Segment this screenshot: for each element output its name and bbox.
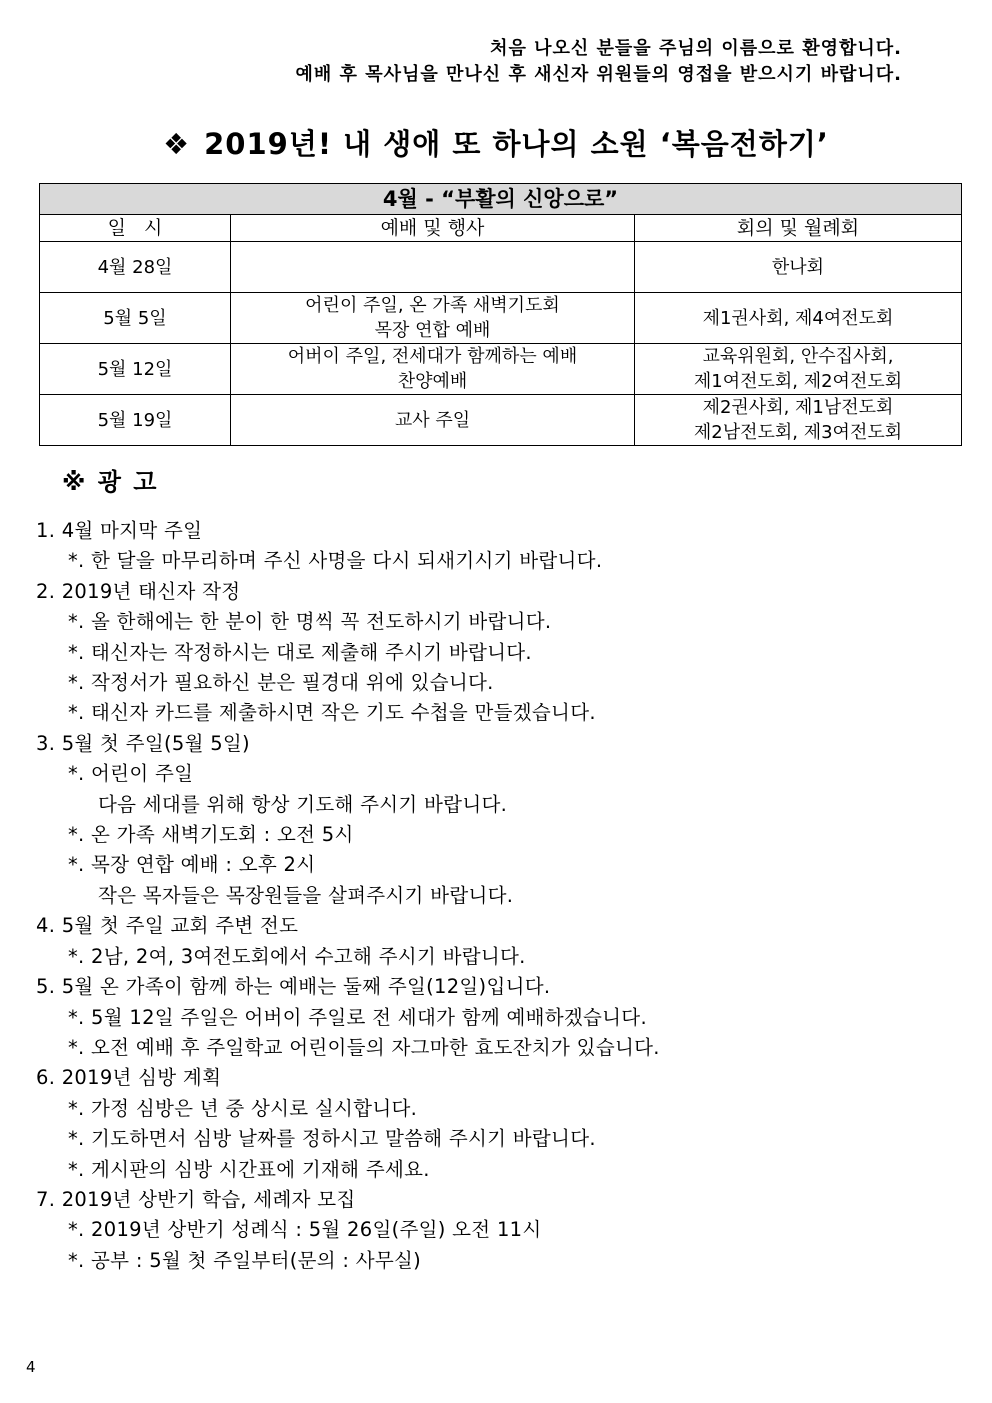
table-row [40,395,962,446]
announcement-title: 6. 2019년 심방 계획 [36,1066,222,1090]
schedule-column-headers [40,215,962,242]
schedule-meeting-line: 제2남전도회, 제3여전도회 [693,422,903,443]
announcement-title: 5. 5월 온 가족이 함께 하는 예배는 둘째 주일(12일)입니다. [36,975,551,999]
announcement-line: *. 어린이 주일 [68,762,194,786]
announcement-line: *. 태신자는 작정하시는 대로 제출해 주시기 바랍니다. [68,640,532,664]
table-row [40,242,962,293]
schedule-events [231,344,635,395]
announcement-title: 1. 4월 마지막 주일 [36,519,203,542]
schedule-event-line: 목장 연합 예배 [374,320,491,341]
table-row [40,344,962,395]
schedule-date: 5월 19일 [40,395,231,446]
schedule-meetings [635,242,962,293]
page-number: 4 [26,1358,36,1376]
schedule-meeting-line: 제1권사회, 제4여전도회 [702,307,894,329]
schedule-event-line: 교사 주일 [394,409,471,431]
schedule-event-line: 어버이 주일, 전세대가 함께하는 예배 [287,346,578,367]
announcement-line: *. 오전 예배 후 주일학교 어린이들의 자그마한 효도잔치가 있습니다. [68,1035,660,1059]
column-header-meetings: 회의 및 월례회 [635,215,962,242]
schedule-date: 5월 12일 [40,344,231,395]
schedule-meeting-line: 제2권사회, 제1남전도회 [702,397,894,418]
schedule-meetings [635,395,962,446]
announcement-line: *. 온 가족 새벽기도회 : 오전 5시 [68,823,354,847]
schedule-meetings [635,344,962,395]
announcement-title: 4. 5월 첫 주일 교회 주변 전도 [36,914,299,938]
announcement-line: 다음 세대를 위해 항상 기도해 주시기 바랍니다. [98,792,508,816]
schedule-meeting-line: 제1여전도회, 제2여전도회 [693,371,903,392]
announcement-line: *. 게시판의 심방 시간표에 기재해 주세요. [68,1157,430,1181]
schedule-events [231,293,635,344]
announcement-line: *. 5월 12일 주일은 어버이 주일로 전 세대가 함께 예배하겠습니다. [68,1005,647,1029]
schedule-events [231,242,635,293]
announcement-title: 3. 5월 첫 주일(5월 5일) [36,731,250,755]
schedule-date: 4월 28일 [40,242,231,293]
announcement-line: *. 공부 : 5월 첫 주일부터(문의 : 사무실) [68,1248,422,1272]
schedule-date: 5월 5일 [40,293,231,344]
page-title [0,122,992,163]
schedule-event-line: 어린이 주일, 온 가족 새벽기도회 [305,295,560,316]
announcement-line: *. 태신자 카드를 제출하시면 작은 기도 수첩을 만들겠습니다. [68,701,596,725]
announcement-line: *. 한 달을 마무리하며 주신 사명을 다시 되새기시기 바랍니다. [68,549,603,573]
announcement-line: *. 기도하면서 심방 날짜를 정하시고 말씀해 주시기 바랍니다. [68,1127,596,1151]
schedule-meetings [635,293,962,344]
table-row [40,293,962,344]
schedule-month-header: 4월 - “부활의 신앙으로” [40,184,962,215]
announcement-line: *. 목장 연합 예배 : 오후 2시 [68,853,316,877]
announcement-line: *. 올 한해에는 한 분이 한 명씩 꼭 전도하시기 바랍니다. [68,610,552,634]
announcement-line: *. 2019년 상반기 성례식 : 5월 26일(주일) 오전 11시 [68,1218,542,1242]
schedule-meeting-line: 한나회 [771,256,825,278]
announcement-line: *. 가정 심방은 년 중 상시로 실시합니다. [68,1096,418,1120]
column-header-date: 일 시 [40,215,231,242]
schedule-table [39,183,962,446]
page-title-text: 2019년! 내 생애 또 하나의 소원 ‘복음전하기’ [204,127,829,161]
announcement-line: *. 2남, 2여, 3여전도회에서 수고해 주시기 바랍니다. [68,944,526,968]
announcement-title: 2. 2019년 태신자 작정 [36,579,241,603]
announcements-list [36,516,660,1276]
schedule-events [231,395,635,446]
column-header-events: 예배 및 행사 [231,215,635,242]
announcement-title: 7. 2019년 상반기 학습, 세례자 모집 [36,1187,356,1211]
schedule-month-header-row [40,184,962,215]
welcome-line-2: 예배 후 목사님을 만나신 후 새신자 위원들의 영접을 받으시기 바랍니다. [295,64,902,85]
schedule-meeting-line: 교육위원회, 안수집사회, [702,346,894,367]
announcements-heading: ※ 광 고 [62,468,159,496]
schedule-event-line: 찬양예배 [397,371,468,392]
welcome-message [296,36,903,88]
welcome-line-1: 처음 나오신 분들을 주님의 이름으로 환영합니다. [490,38,902,59]
announcement-line: *. 작정서가 필요하신 분은 필경대 위에 있습니다. [68,671,494,695]
announcement-line: 작은 목자들은 목장원들을 살펴주시기 바랍니다. [98,883,514,907]
diamond-bullet-icon: ❖ [163,127,191,161]
